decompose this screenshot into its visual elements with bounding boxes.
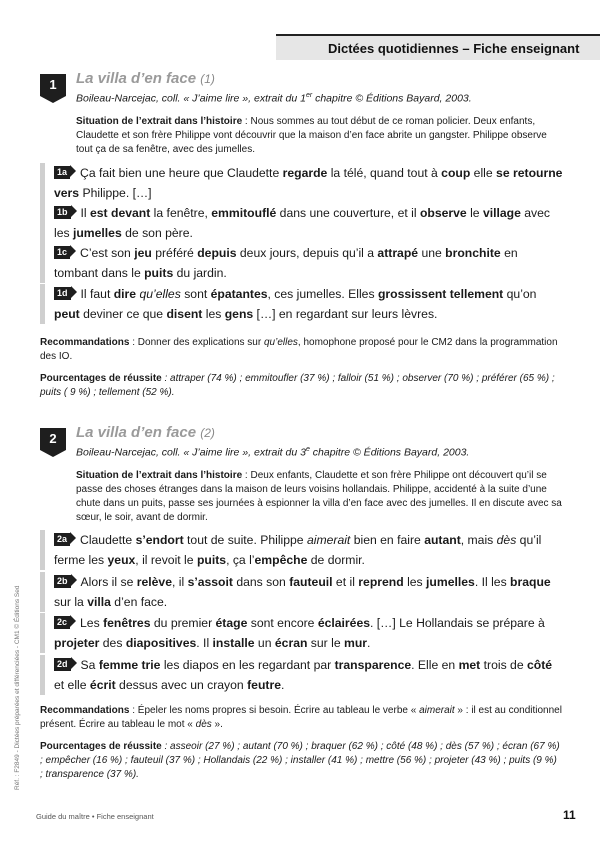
dictation-tag: 1a [54, 166, 70, 179]
arrow-icon [71, 574, 77, 586]
dictation-tag: 1c [54, 246, 70, 259]
page-header [276, 34, 600, 60]
arrow-icon [70, 615, 76, 627]
dictation-tag: 2c [54, 616, 70, 629]
dictation-tag: 1d [54, 287, 71, 300]
story-context: Situation de l’extrait dans l’histoire : Deux enfants, Claudette et son frère Philippe ont découvert qu’il se passe des choses étranges dans la maison de leurs voisins hollandais. Philippe, accidenté à la suite d’une chute dans un puits, passe ses journées à espionner la villa d’en face avec des jumelles. Il en discute avec sa sœur, le soir, avant de dormir. [76, 470, 562, 523]
dictation-1a: 1a Ça fait bien une heure que Claudette regarde la télé, quand tout à coup elle se retourne vers Philippe. […] [40, 163, 564, 203]
page-header-title: Dictées quotidiennes – Fiche enseignant [328, 41, 580, 56]
recommendations: Recommandations : Épeler les noms propres si besoin. Écrire au tableau le verbe « aimerait » : il est au conditionnel présent. Écrire au tableau le mot « dès ». [40, 705, 562, 730]
dictation-1d: 1d Il faut dire qu’elles sont épatantes, ces jumelles. Elles grossissent tellement qu’on peut deviner ce que disent les gens […] en regardant sur leurs lèvres. [40, 284, 564, 324]
dictation-tag: 2d [54, 658, 71, 671]
dictation-section-2 [40, 424, 562, 784]
arrow-icon [71, 657, 77, 669]
recommendations: Recommandations : Donner des explications sur qu’elles, homophone proposé pour le CM2 dans la programmation des IO. [40, 337, 558, 362]
success-percentages: Pourcentages de réussite : attraper (74 %) ; emmitoufler (37 %) ; falloir (51 %) ; observer (70 %) ; préférer (65 %) ; puits ( 9 %) ; tellement (52 %). [40, 373, 555, 398]
side-credit: Réf. : F2849 - Dictées préparées et différenciées - CM1 © Éditions Sed [14, 585, 21, 790]
dictation-tag: 2b [54, 575, 71, 588]
dictation-2b: 2b Alors il se relève, il s’assoit dans son fauteuil et il reprend les jumelles. Il les braque sur la villa d’en face. [40, 572, 564, 612]
arrow-icon [71, 286, 77, 298]
success-percentages: Pourcentages de réussite : asseoir (27 %) ; autant (70 %) ; braquer (62 %) ; côté (48 %) ; dès (57 %) ; écran (67 %) ; empêcher (16 %) ; fauteuil (37 %) ; Hollandais (22 %) ; installer (41 %) ; mettre (56 %) ; projeter (43 %) ; puits (9 %) ; transparence (37 %). [40, 741, 560, 780]
dictation-2c: 2c Les fenêtres du premier étage sont encore éclairées. […] Le Hollandais se prépare à projeter des diapositives. Il installe un écran sur le mur. [40, 613, 564, 653]
page-number: 11 [563, 808, 576, 822]
arrow-icon [71, 205, 77, 217]
arrow-icon [70, 245, 76, 257]
footer-text: Guide du maître • Fiche enseignant [36, 812, 154, 821]
arrow-icon [70, 532, 76, 544]
arrow-icon [70, 165, 76, 177]
section-number-badge: 2 [40, 428, 66, 457]
dictation-1c: 1c C’est son jeu préféré depuis deux jours, depuis qu’il a attrapé une bronchite en tombant dans le puits du jardin. [40, 243, 564, 283]
story-context: Situation de l’extrait dans l’histoire : Nous sommes au tout début de ce roman policier. Deux enfants, Claudette et son frère Philippe vont découvrir que la maison d’en face abrite un gangster. Philippe observe tout ça de sa fenêtre, avec des jumelles. [76, 116, 547, 155]
section-source: Boileau-Narcejac, coll. « J’aime lire », extrait du 1er chapitre © Éditions Bayard, 2003. [76, 92, 472, 105]
section-number-badge: 1 [40, 74, 66, 103]
section-title: La villa d’en face (2) [76, 424, 215, 441]
dictation-tag: 1b [54, 206, 71, 219]
section-source: Boileau-Narcejac, coll. « J’aime lire », extrait du 3e chapitre © Éditions Bayard, 2003. [76, 446, 470, 459]
section-title: La villa d’en face (1) [76, 70, 215, 87]
dictation-2d: 2d Sa femme trie les diapos en les regardant par transparence. Elle en met trois de côté et elle écrit dessus avec un crayon feutre. [40, 655, 564, 695]
dictation-tag: 2a [54, 533, 70, 546]
dictation-2a: 2a Claudette s’endort tout de suite. Philippe aimerait bien en faire autant, mais dès qu’il ferme les yeux, il revoit le puits, ça l’empêche de dormir. [40, 530, 564, 570]
dictation-section-1 [40, 70, 562, 400]
dictation-1b: 1b Il est devant la fenêtre, emmitouflé dans une couverture, et il observe le village avec les jumelles de son père. [40, 203, 564, 243]
